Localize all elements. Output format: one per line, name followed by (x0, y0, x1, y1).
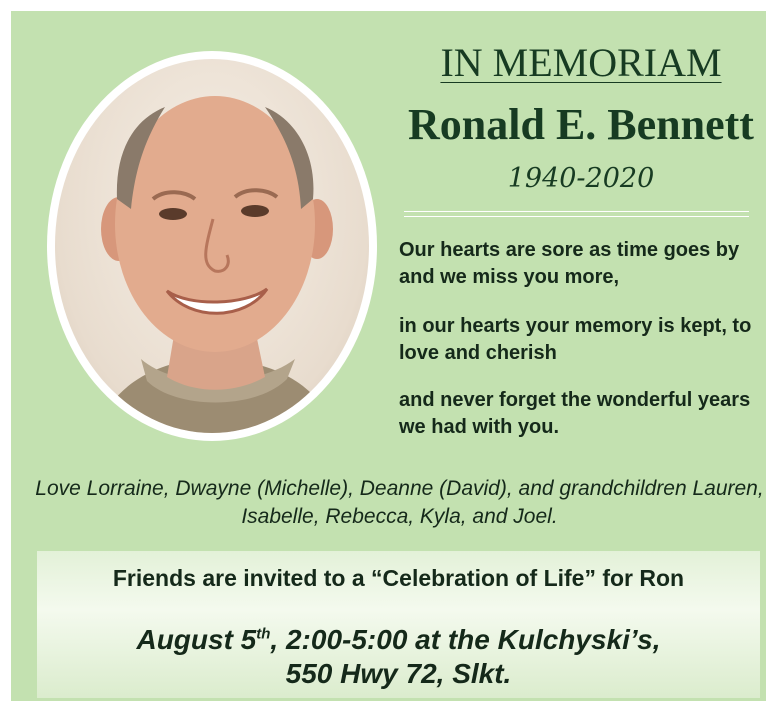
verse-line: in our hearts your memory is kept, to love and cherish (399, 315, 752, 364)
celebration-date: August 5 (136, 624, 257, 655)
date-ordinal: th (256, 625, 271, 643)
family-signature: Love Lorraine, Dwayne (Michelle), Deanne (David), and grandchildren Lauren, Isabelle, Rebecca, Kyla, and Joel. (35, 477, 764, 528)
celebration-details (37, 623, 760, 691)
celebration-address: 550 Hwy 72, Slkt. (285, 658, 512, 689)
divider-line (404, 216, 749, 217)
verse-line: and never forget the wonderful years we had with you. (399, 389, 751, 438)
memoriam-heading: IN MEMORIAM (440, 40, 722, 85)
photo-frame (47, 51, 377, 441)
life-years: 1940-2020 (507, 163, 655, 194)
portrait-illustration (55, 59, 369, 433)
memorial-card (11, 11, 766, 701)
celebration-time-place: , 2:00-5:00 at the Kulchyski’s, (270, 624, 661, 655)
celebration-invite: Friends are invited to a “Celebration of Life” for Ron (112, 565, 685, 591)
verse-line: Our hearts are sore as time goes by and we miss you more, (399, 239, 740, 288)
divider-line (404, 211, 749, 212)
deceased-name: Ronald E. Bennett (408, 100, 754, 149)
celebration-box (37, 551, 760, 698)
portrait-photo (55, 59, 369, 433)
